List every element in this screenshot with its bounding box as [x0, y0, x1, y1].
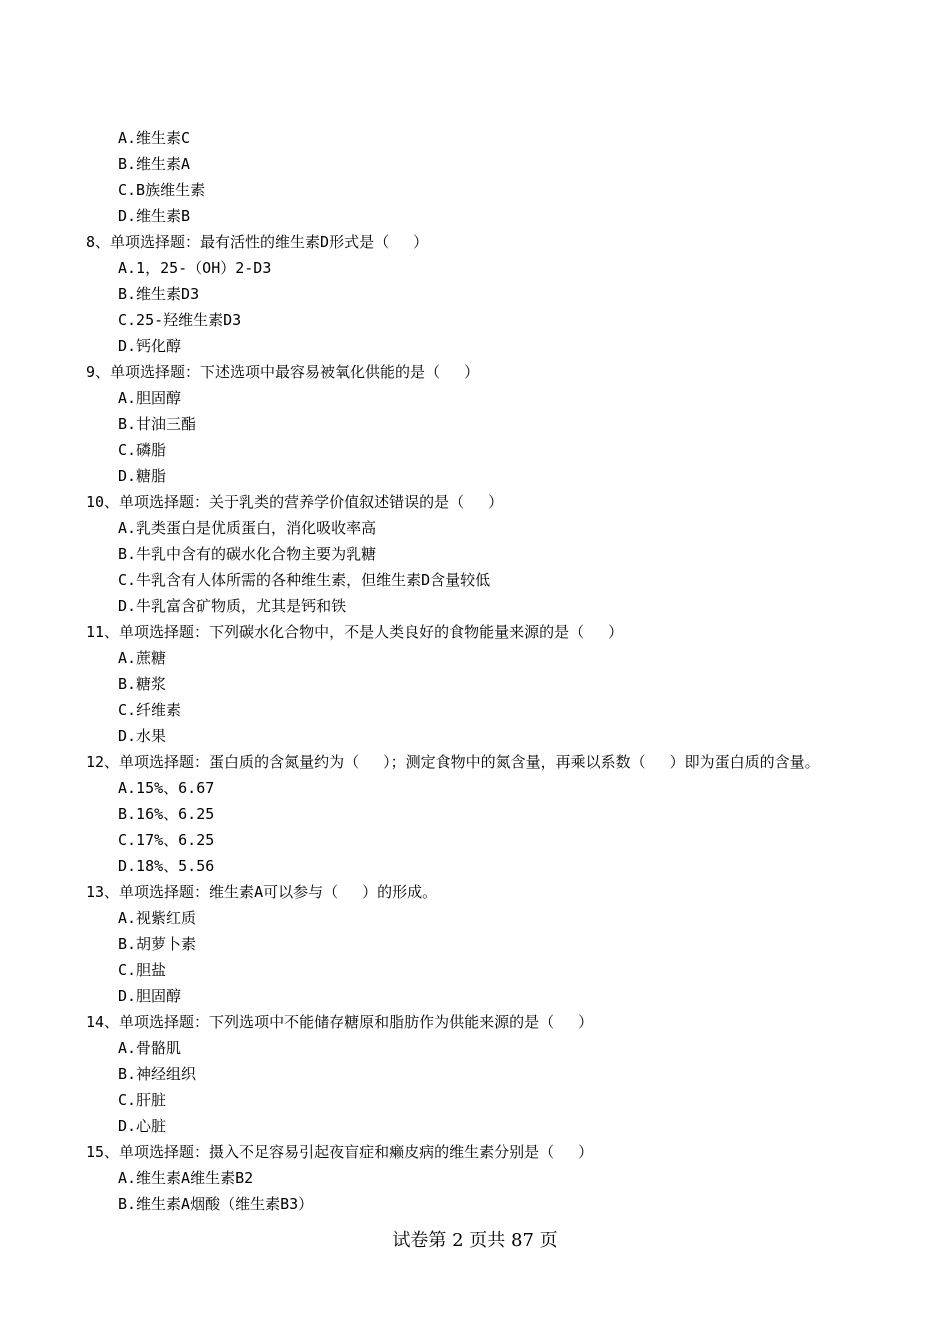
- option-line: C.胆盐: [118, 961, 167, 979]
- question-line: 12、单项选择题：蛋白质的含氮量约为（ ）；测定食物中的氮含量，再乘以系数（ ）即为蛋白质的含量。: [86, 753, 820, 771]
- option-line: B.维生素D3: [118, 285, 200, 303]
- option-line: A.维生素C: [118, 129, 191, 147]
- option-line: B.维生素A: [118, 155, 191, 173]
- option-line: B.牛乳中含有的碳水化合物主要为乳糖: [118, 545, 377, 563]
- question-line: 11、单项选择题：下列碳水化合物中，不是人类良好的食物能量来源的是（ ）: [86, 623, 624, 641]
- question-line: 9、单项选择题：下述选项中最容易被氧化供能的是（ ）: [86, 363, 480, 381]
- option-line: B.胡萝卜素: [118, 935, 197, 953]
- option-line: A.乳类蛋白是优质蛋白，消化吸收率高: [118, 519, 377, 537]
- question-line: 14、单项选择题：下列选项中不能储存糖原和脂肪作为供能来源的是（ ）: [86, 1013, 594, 1031]
- option-line: D.水果: [118, 727, 167, 745]
- option-line: D.钙化醇: [118, 337, 182, 355]
- option-line: A.视紫红质: [118, 909, 197, 927]
- option-line: B.16%、6.25: [118, 805, 215, 823]
- option-line: C.牛乳含有人体所需的各种维生素，但维生素D含量较低: [118, 571, 491, 589]
- question-line: 13、单项选择题：维生素A可以参与（ ）的形成。: [86, 883, 438, 901]
- question-line: 15、单项选择题：摄入不足容易引起夜盲症和癞皮病的维生素分别是（ ）: [86, 1143, 594, 1161]
- option-line: A.维生素A维生素B2: [118, 1169, 254, 1187]
- option-line: A.蔗糖: [118, 649, 167, 667]
- question-line: 8、单项选择题：最有活性的维生素D形式是（ ）: [86, 233, 429, 251]
- option-line: C.肝脏: [118, 1091, 167, 1109]
- exam-content: [0, 125, 950, 1217]
- option-line: A.1，25-（OH）2-D3: [118, 259, 272, 277]
- option-line: C.25-羟维生素D3: [118, 311, 242, 329]
- option-line: B.甘油三酯: [118, 415, 197, 433]
- option-line: D.糖脂: [118, 467, 167, 485]
- option-line: B.神经组织: [118, 1065, 197, 1083]
- option-line: C.磷脂: [118, 441, 167, 459]
- option-line: D.心脏: [118, 1117, 167, 1135]
- option-line: A.15%、6.67: [118, 779, 215, 797]
- option-line: D.胆固醇: [118, 987, 182, 1005]
- option-line: D.维生素B: [118, 207, 191, 225]
- question-line: 10、单项选择题：关于乳类的营养学价值叙述错误的是（ ）: [86, 493, 504, 511]
- option-line: C.17%、6.25: [118, 831, 215, 849]
- option-line: C.纤维素: [118, 701, 182, 719]
- option-line: B.维生素A烟酸（维生素B3）: [118, 1195, 314, 1213]
- option-line: A.胆固醇: [118, 389, 182, 407]
- option-line: B.糖浆: [118, 675, 167, 693]
- page-footer: 试卷第 2 页共 87 页: [392, 1230, 558, 1251]
- option-line: A.骨骼肌: [118, 1039, 182, 1057]
- option-line: D.18%、5.56: [118, 857, 215, 875]
- option-line: C.B族维生素: [118, 181, 206, 199]
- option-line: D.牛乳富含矿物质，尤其是钙和铁: [118, 597, 347, 615]
